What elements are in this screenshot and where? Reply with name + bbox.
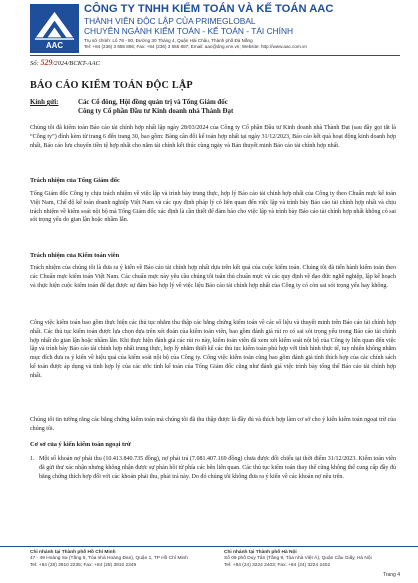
recipient (78, 98, 233, 116)
basis-item-text: Một số khoản nợ phải thu (10.413.840.735 đồng), nợ phải trả (7.081.407.169 đồng) chưa được đối chiếu tại thời điểm 31/12/2023. Kiểm toán viên đã gửi thư xác nhận nhưng không nhận được sự phản hồi từ phía các bên liên quan. Các thủ tục kiểm toán thay thế cũng không thể cung cấp đầy đủ bằng chứng thích hợp đối với các khoản phải thu, phải trả này. Do đó chúng tôi không đưa ra ý kiến về các khoản nợ nêu trên. (39, 456, 396, 480)
management-paragraph: Tổng Giám đốc Công ty chịu trách nhiệm về việc lập và trình bày trung thực, hợp lý Báo cáo tài chính hợp nhất của Công ty theo Chuẩn mực kế toán Việt Nam, Chế độ kế toán doanh nghiệp Việt Nam và các quy định pháp lý có liên quan đến việc lập và trình bày Báo cáo tài chính hợp nhất và chịu trách nhiệm về kiểm soát nội bộ mà Tổng Giám đốc xác định là cần thiết để đảm bảo cho việc lập và trình bày Báo cáo tài chính hợp nhất không có sai sót trọng yếu do gian lận hoặc nhầm lẫn. (30, 191, 396, 224)
company-address: Trụ sở chính: Lô 78 - 80, Đường 30 Tháng 4, Quận Hải Châu, Thành phố Đà Nẵng (84, 38, 253, 43)
basis-item-number: 1. (30, 456, 35, 462)
recipient-line-1: Các Cổ đông, Hội đồng quản trị và Tổng Giám đốc (78, 99, 228, 106)
recipient-label: Kính gửi: (30, 99, 59, 106)
doc-number-prefix: Số: (30, 60, 39, 67)
member-line: THÀNH VIÊN ĐỘC LẬP CỦA PRIMEGLOBAL (84, 16, 256, 26)
letterhead (84, 3, 414, 50)
footer-hanoi-title: Chi nhánh tại Thành phố Hà Nội (224, 550, 297, 555)
report-title: BÁO CÁO KIỂM TOÁN ĐỘC LẬP (30, 80, 193, 91)
footer-hcm-address: 47 - 49 Hoàng Sa (Tầng 5, Tòa nhà Hoàng Đan), Quận 1, TP Hồ Chí Minh (30, 556, 188, 562)
recipient-line-2: Công ty Cổ phần Đầu tư Kinh doanh nhà Thành Đạt (78, 108, 234, 115)
footer-hanoi-branch (224, 550, 404, 569)
footer-hanoi-contacts: Tel: +84 (24) 3224 2403; Fax: +84 (24) 3224 2402 (224, 562, 331, 568)
auditor-paragraph-1: Trách nhiệm của chúng tôi là đưa ra ý kiến về Báo cáo tài chính hợp nhất dựa trên kết quả của cuộc kiểm toán. Chúng tôi đã tiến hành kiểm toán theo các Chuẩn mực kiểm toán Việt Nam. Các chuẩn mực này yêu cầu chúng tôi tuân thủ chuẩn mực và các quy định về đạo đức nghề nghiệp, lập kế hoạch và thực hiện cuộc kiểm toán để đạt được sự đảm bảo hợp lý về việc liệu Báo cáo tài chính hợp nhất của Công ty có còn sai sót trọng yếu hay không. (30, 265, 396, 289)
page-footer (0, 546, 418, 583)
auditor-paragraph-3: Chúng tôi tin tưởng rằng các bằng chứng kiểm toán mà chúng tôi đã thu thập được là đầy đủ và thích hợp làm cơ sở cho ý kiến kiểm toán ngoại trừ của chúng tôi. (30, 417, 396, 432)
company-logo (30, 4, 79, 53)
page-number: Trang 4 (382, 572, 400, 578)
doc-number-suffix: /2024/BCKT-AAC (52, 60, 100, 67)
basis-item (30, 455, 396, 481)
auditor-heading: Trách nhiệm của Kiểm toán viên (30, 252, 120, 259)
company-contacts: Tel: +84 (236) 3 655 886; Fax: +84 (236) 3 655 887; Email: aac@dng.vnn.vn; Website: http://www.aac.com.vn (84, 44, 307, 49)
header-divider (30, 55, 400, 56)
footer-hcm-title: Chi nhánh tại Thành phố Hồ Chí Minh (30, 550, 116, 555)
footer-hcm-contacts: Tel: +84 (28) 3910 2235; Fax: +84 (28) 3910 2349 (30, 562, 137, 568)
specialty-line: CHUYÊN NGÀNH KIỂM TOÁN - KẾ TOÁN - TÀI CHÍNH (84, 26, 294, 36)
document-number (30, 58, 100, 67)
footer-hanoi-address: Số 09 phố Duy Tân (Tầng 9, Tòa nhà Việt Á), Quận Cầu Giấy, Hà Nội (224, 556, 372, 562)
auditor-paragraph-2: Công việc kiểm toán bao gồm thực hiện các thủ tục nhằm thu thập các bằng chứng kiểm toán về các số liệu và thuyết minh trên Báo cáo tài chính hợp nhất. Các thủ tục kiểm toán được lựa chọn dựa trên xét đoán của kiểm toán viên, bao gồm đánh giá rủi ro có sai sót trọng yếu trong Báo cáo tài chính hợp nhất do gian lận hoặc nhầm lẫn. Khi thực hiện đánh giá các rủi ro này, kiểm toán viên đã xem xét kiểm soát nội bộ của Công ty liên quan đến việc lập và trình bày Báo cáo tài chính hợp nhất trung thực, hợp lý nhằm thiết kế các thủ tục kiểm toán phù hợp với tình hình thực tế, tuy nhiên không nhằm mục đích đưa ra ý kiến về hiệu quả của kiểm soát nội bộ của Công ty. Công việc kiểm toán cũng bao gồm đánh giá tính thích hợp của các chính sách kế toán được áp dụng và tính hợp lý của các ước tính kế toán của Tổng Giám đốc cũng như đánh giá việc trình bày tổng thể Báo cáo tài chính hợp nhất. (30, 320, 396, 379)
intro-paragraph: Chúng tôi đã kiểm toán Báo cáo tài chính hợp nhất lập ngày 28/03/2024 của Công ty Cổ phần Đầu tư Kinh doanh nhà Thành Đạt (sau đây gọi tắt là “Công ty”) đính kèm từ trang 6 đến trang 30, bao gồm: Bảng cân đối kế toán hợp nhất tại ngày 31/12/2023, Báo cáo kết quả hoạt động kinh doanh hợp nhất, Báo cáo lưu chuyển tiền tệ hợp nhất cho năm tài chính kết thúc cùng ngày và Bản thuyết minh Báo cáo tài chính hợp nhất. (30, 125, 396, 149)
logo-text: AAC (46, 41, 63, 51)
footer-hcm-branch (30, 550, 205, 569)
management-heading: Trách nhiệm của Tổng Giám đốc (30, 177, 120, 184)
basis-heading: Cơ sở của ý kiến kiểm toán ngoại trừ (30, 441, 131, 448)
doc-number-value: 529 (40, 58, 53, 67)
company-name: CÔNG TY TNHH KIỂM TOÁN VÀ KẾ TOÁN AAC (84, 3, 334, 15)
